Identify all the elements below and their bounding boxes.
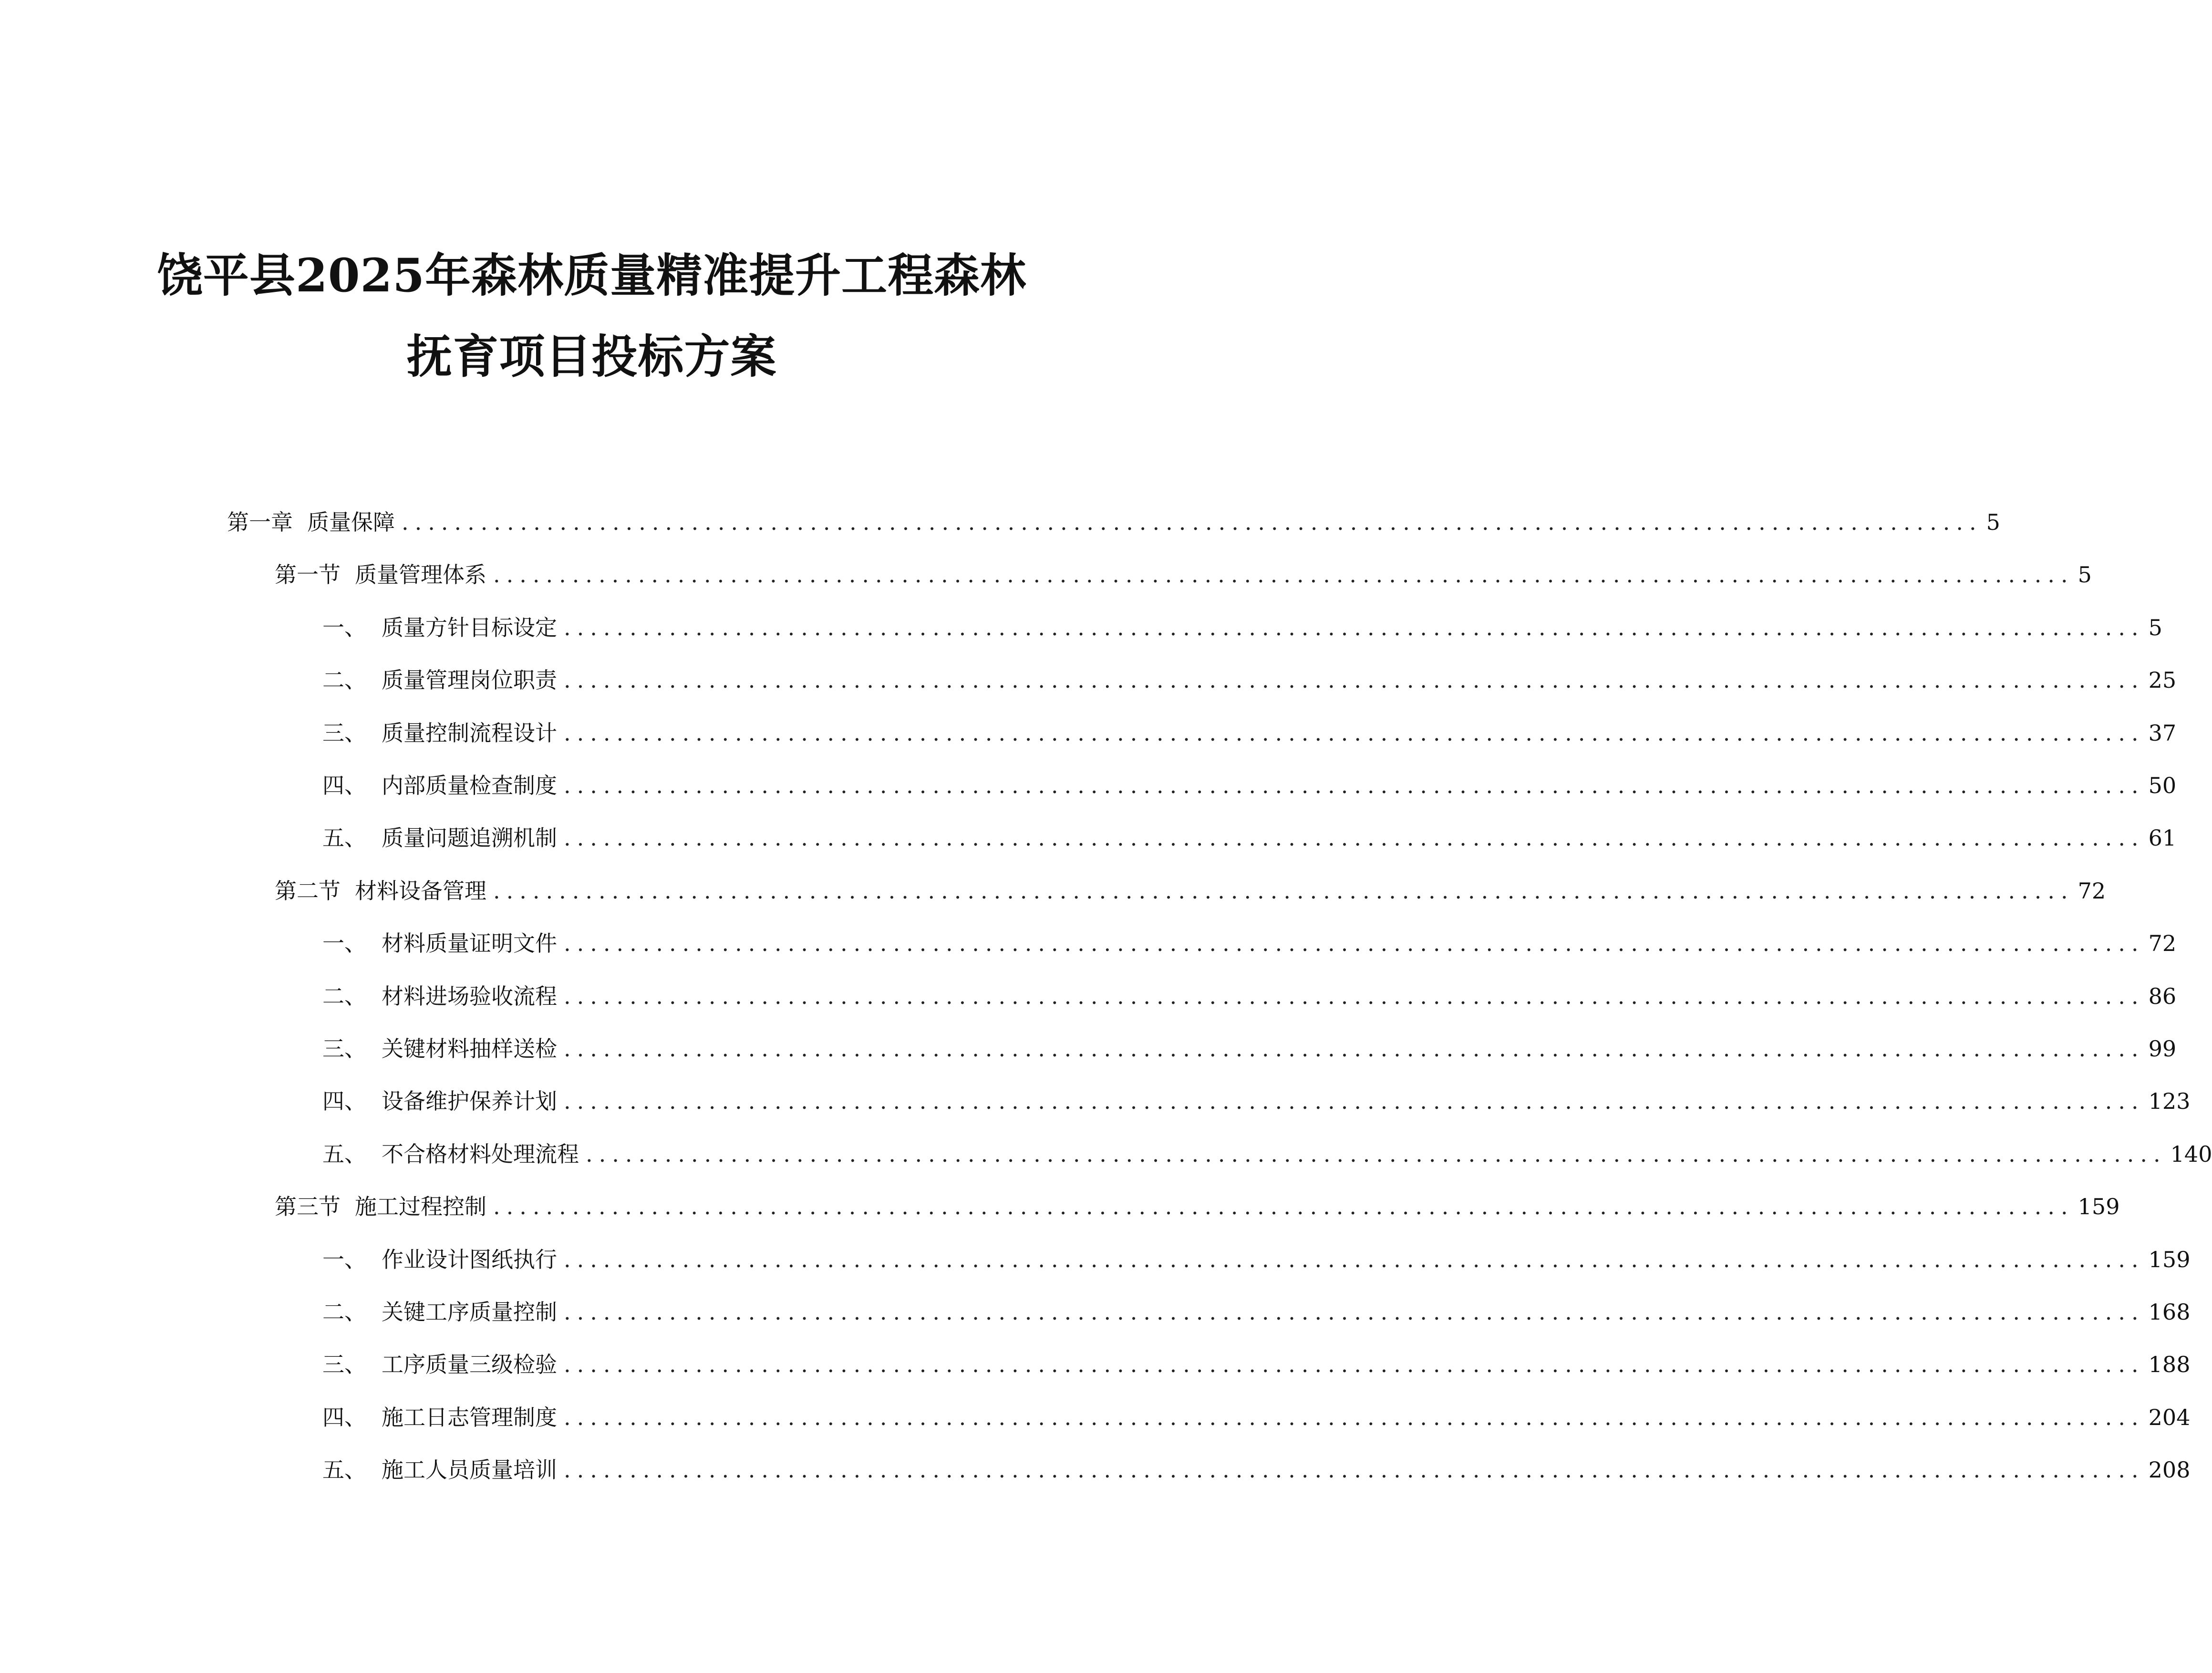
toc-dot-leader: ........................................................................................................................: [564, 1246, 2145, 1272]
toc-entry-title: 质量管理岗位职责: [382, 667, 557, 693]
toc-entry-number: 五、: [322, 1457, 366, 1483]
toc-entry[interactable]: [322, 1084, 2191, 1118]
toc-entry-page-number: 168: [2148, 1299, 2191, 1325]
toc-entry-number: 五、: [322, 825, 366, 851]
toc-entry-number: 第三节: [275, 1194, 341, 1220]
toc-entry-title: 材料设备管理: [355, 878, 486, 904]
toc-entry-title: 不合格材料处理流程: [382, 1141, 579, 1167]
toc-dot-leader: ........................................................................................................................: [564, 1036, 2145, 1062]
toc-entry-page-number: 140: [2170, 1141, 2212, 1167]
toc-entry-number: 三、: [322, 720, 366, 746]
toc-entry-number: 第二节: [275, 878, 341, 904]
toc-dot-leader: ........................................................................................................................: [564, 667, 2145, 693]
toc-entry[interactable]: [322, 1137, 2212, 1171]
toc-entry[interactable]: [322, 663, 2177, 697]
toc-entry-title: 材料进场验收流程: [382, 983, 557, 1009]
toc-entry-page-number: 86: [2148, 983, 2177, 1009]
toc-entry[interactable]: [322, 821, 2177, 855]
toc-entry[interactable]: [322, 1348, 2191, 1381]
toc-entry-number: 第一章: [227, 509, 293, 535]
toc-entry[interactable]: [322, 927, 2177, 960]
toc-dot-leader: ........................................................................................................................: [493, 878, 2074, 904]
toc-entry[interactable]: [322, 1401, 2191, 1434]
toc-entry-title: 内部质量检查制度: [382, 773, 557, 798]
toc-entry-number: 二、: [322, 667, 366, 693]
toc-entry[interactable]: [275, 874, 2106, 908]
toc-dot-leader: ........................................................................................................................: [564, 983, 2145, 1009]
toc-entry[interactable]: [322, 716, 2177, 750]
toc-entry[interactable]: [322, 1243, 2191, 1276]
toc-dot-leader: ........................................................................................................................: [564, 1352, 2145, 1378]
toc-entry-title: 质量保障: [307, 509, 395, 535]
toc-entry-title: 关键材料抽样送检: [382, 1036, 557, 1062]
toc-dot-leader: ........................................................................................................................: [493, 1194, 2074, 1220]
toc-entry-title: 施工日志管理制度: [382, 1404, 557, 1430]
toc-entry[interactable]: [322, 1295, 2191, 1329]
toc-entry-page-number: 5: [2078, 562, 2092, 588]
toc-entry-page-number: 204: [2148, 1404, 2191, 1430]
toc-entry-title: 工序质量三级检验: [382, 1352, 557, 1378]
toc-entry-title: 设备维护保养计划: [382, 1088, 557, 1115]
toc-entry[interactable]: [322, 769, 2177, 802]
toc-entry-title: 施工过程控制: [355, 1194, 486, 1220]
toc-dot-leader: ........................................................................................................................: [564, 1404, 2145, 1430]
toc-entry-title: 关键工序质量控制: [382, 1299, 557, 1325]
toc-entry-page-number: 25: [2148, 667, 2177, 693]
toc-entry-page-number: 72: [2148, 930, 2177, 957]
toc-entry[interactable]: [322, 1032, 2177, 1065]
document-title-line-1: 饶平县2025年森林质量精准提升工程森林: [156, 248, 1027, 302]
toc-entry[interactable]: [322, 1453, 2191, 1487]
toc-entry-title: 施工人员质量培训: [382, 1457, 557, 1483]
toc-entry[interactable]: [275, 558, 2092, 591]
toc-entry[interactable]: [322, 611, 2162, 644]
toc-entry-title: 质量管理体系: [355, 562, 486, 588]
toc-dot-leader: ........................................................................................................................: [564, 1088, 2145, 1115]
toc-entry-number: 四、: [322, 1404, 366, 1430]
toc-entry[interactable]: [227, 506, 2000, 539]
toc-dot-leader: ........................................................................................................................: [586, 1141, 2167, 1167]
toc-dot-leader: ........................................................................................................................: [493, 562, 2074, 588]
toc-dot-leader: ........................................................................................................................: [564, 1457, 2145, 1483]
toc-entry-page-number: 123: [2148, 1088, 2191, 1115]
toc-entry-page-number: 61: [2148, 825, 2177, 851]
toc-entry-number: 五、: [322, 1141, 366, 1167]
toc-entry-title: 材料质量证明文件: [382, 930, 557, 957]
toc-entry[interactable]: [275, 1190, 2120, 1223]
toc-entry-number: 一、: [322, 1246, 366, 1272]
toc-dot-leader: ........................................................................................................................: [564, 773, 2145, 798]
toc-entry-page-number: 188: [2148, 1352, 2191, 1378]
document-title-line-2: 抚育项目投标方案: [406, 330, 777, 383]
toc-entry-number: 一、: [322, 930, 366, 957]
toc-entry-number: 一、: [322, 614, 366, 640]
toc-entry-number: 四、: [322, 773, 366, 798]
toc-entry-number: 二、: [322, 983, 366, 1009]
toc-entry-number: 第一节: [275, 562, 341, 588]
toc-entry-page-number: 37: [2148, 720, 2177, 746]
toc-entry-page-number: 99: [2148, 1036, 2177, 1062]
toc-entry-number: 二、: [322, 1299, 366, 1325]
toc-entry-page-number: 5: [2148, 614, 2162, 640]
toc-entry[interactable]: [322, 980, 2177, 1013]
toc-entry-number: 三、: [322, 1036, 366, 1062]
toc-entry-page-number: 5: [1986, 509, 2000, 535]
toc-entry-page-number: 159: [2078, 1194, 2120, 1220]
toc-entry-number: 三、: [322, 1352, 366, 1378]
toc-dot-leader: ........................................................................................................................: [564, 1299, 2145, 1325]
toc-entry-title: 作业设计图纸执行: [382, 1246, 557, 1272]
toc-entry-title: 质量方针目标设定: [382, 614, 557, 640]
toc-entry-page-number: 72: [2078, 878, 2106, 904]
toc-dot-leader: ........................................................................................................................: [402, 509, 1983, 535]
toc-entry-title: 质量问题追溯机制: [382, 825, 557, 851]
toc-entry-page-number: 159: [2148, 1246, 2191, 1272]
toc-entry-title: 质量控制流程设计: [382, 720, 557, 746]
toc-dot-leader: ........................................................................................................................: [564, 614, 2145, 640]
toc-dot-leader: ........................................................................................................................: [564, 825, 2145, 851]
toc-entry-page-number: 50: [2148, 773, 2177, 798]
toc-dot-leader: ........................................................................................................................: [564, 930, 2145, 957]
toc-entry-number: 四、: [322, 1088, 366, 1115]
toc-entry-page-number: 208: [2148, 1457, 2191, 1483]
toc-dot-leader: ........................................................................................................................: [564, 720, 2145, 746]
